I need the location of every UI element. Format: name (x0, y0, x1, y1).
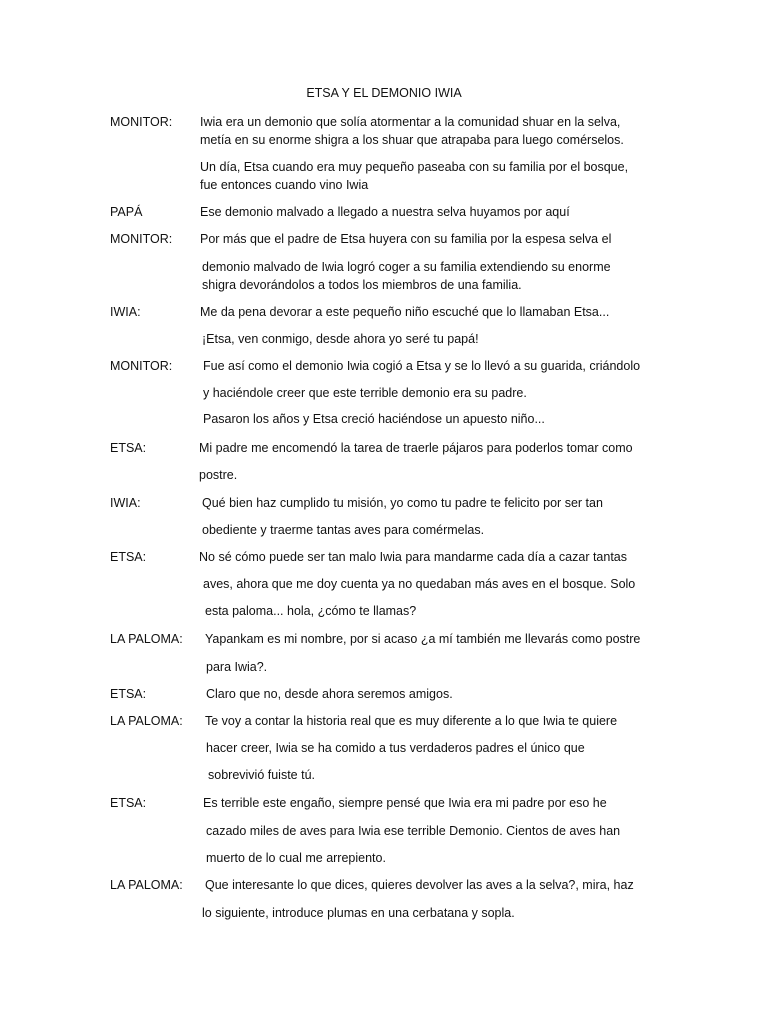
dialogue-line: Pasaron los años y Etsa creció haciéndose un apuesto niño... (203, 412, 545, 426)
dialogue-line: shigra devorándolos a todos los miembros de una familia. (202, 278, 522, 292)
dialogue-line: Qué bien haz cumplido tu misión, yo como tu padre te felicito por ser tan (202, 496, 603, 510)
dialogue-line: aves, ahora que me doy cuenta ya no quedaban más aves en el bosque. Solo (203, 577, 636, 591)
speaker-label: LA PALOMA: (110, 632, 183, 646)
speaker-label: IWIA: (110, 496, 141, 510)
speaker-label: IWIA: (110, 305, 141, 319)
dialogue-line: Ese demonio malvado a llegado a nuestra selva huyamos por aquí (200, 205, 570, 219)
dialogue-line: No sé cómo puede ser tan malo Iwia para mandarme cada día a cazar tantas (199, 550, 628, 564)
dialogue-line: y haciéndole creer que este terrible demonio era su padre. (203, 386, 527, 400)
dialogue-line: demonio malvado de Iwia logró coger a su familia extendiendo su enorme (202, 260, 611, 274)
dialogue-line: hacer creer, Iwia se ha comido a tus verdaderos padres el único que (206, 741, 585, 755)
dialogue-line: para Iwia?. (206, 660, 268, 674)
speaker-label: ETSA: (110, 687, 147, 701)
dialogue-line: Te voy a contar la historia real que es muy diferente a lo que Iwia te quiere (205, 714, 618, 728)
speaker-label: MONITOR: (110, 359, 173, 373)
dialogue-line: Que interesante lo que dices, quieres devolver las aves a la selva?, mira, haz (205, 878, 634, 892)
dialogue-line: sobrevivió fuiste tú. (208, 768, 315, 782)
speaker-label: LA PALOMA: (110, 878, 183, 892)
speaker-label: PAPÁ (110, 205, 143, 219)
dialogue-line: muerto de lo cual me arrepiento. (206, 851, 386, 865)
speaker-label: ETSA: (110, 441, 147, 455)
speaker-label: LA PALOMA: (110, 714, 183, 728)
dialogue-line: Por más que el padre de Etsa huyera con su familia por la espesa selva el (200, 232, 612, 246)
dialogue-line: fue entonces cuando vino Iwia (200, 178, 369, 192)
speaker-label: MONITOR: (110, 232, 173, 246)
dialogue-line: cazado miles de aves para Iwia ese terrible Demonio. Cientos de aves han (206, 824, 621, 838)
dialogue-line: Me da pena devorar a este pequeño niño escuché que lo llamaban Etsa... (200, 305, 610, 319)
dialogue-line: Fue así como el demonio Iwia cogió a Etsa y se lo llevó a su guarida, criándolo (203, 359, 641, 373)
dialogue-line: obediente y traerme tantas aves para comérmelas. (202, 523, 485, 537)
dialogue-line: postre. (199, 468, 238, 482)
dialogue-line: Un día, Etsa cuando era muy pequeño paseaba con su familia por el bosque, (200, 160, 629, 174)
dialogue-line: Claro que no, desde ahora seremos amigos. (206, 687, 453, 701)
dialogue-line: Mi padre me encomendó la tarea de traerle pájaros para poderlos tomar como (199, 441, 633, 455)
dialogue-line: ¡Etsa, ven conmigo, desde ahora yo seré tu papá! (202, 332, 479, 346)
document-title: ETSA Y EL DEMONIO IWIA (306, 86, 462, 100)
dialogue-line: Yapankam es mi nombre, por si acaso ¿a mí también me llevarás como postre (205, 632, 641, 646)
speaker-label: ETSA: (110, 550, 147, 564)
dialogue-line: lo siguiente, introduce plumas en una cerbatana y sopla. (202, 906, 515, 920)
dialogue-line: esta paloma... hola, ¿cómo te llamas? (205, 604, 417, 618)
dialogue-line: metía en su enorme shigra a los shuar que atrapaba para luego comérselos. (200, 133, 624, 147)
speaker-label: ETSA: (110, 796, 147, 810)
speaker-label: MONITOR: (110, 115, 173, 129)
dialogue-line: Iwia era un demonio que solía atormentar a la comunidad shuar en la selva, (200, 115, 621, 129)
dialogue-line: Es terrible este engaño, siempre pensé que Iwia era mi padre por eso he (203, 796, 607, 810)
